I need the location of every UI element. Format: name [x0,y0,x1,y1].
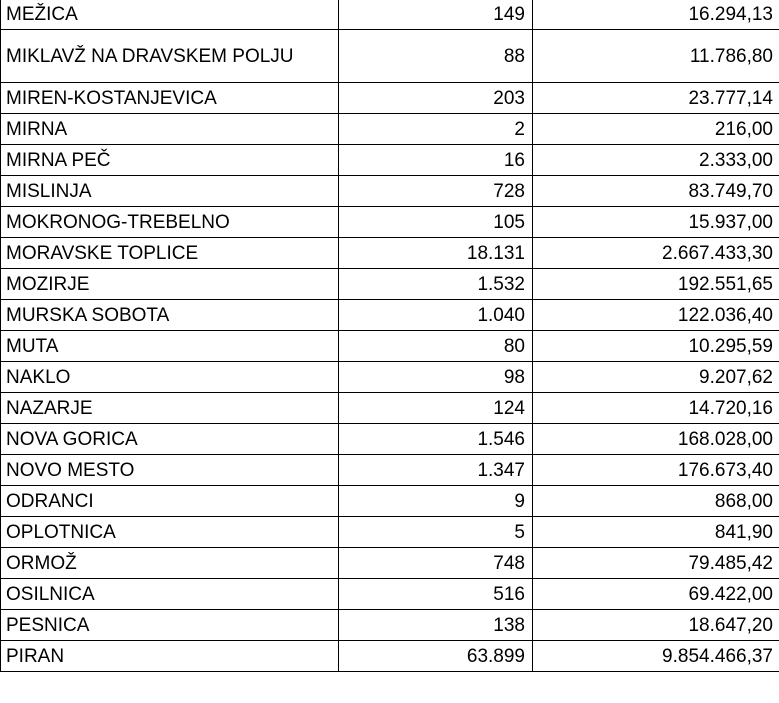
amount-cell: 168.028,00 [533,424,779,455]
municipality-name-cell: MURSKA SOBOTA [1,300,339,331]
municipality-name-cell: NAZARJE [1,393,339,424]
amount-cell: 11.786,80 [533,30,779,83]
count-cell: 63.899 [339,641,533,672]
table-row [1,207,779,238]
table-body [1,0,779,672]
table-row [1,83,779,114]
table-row [1,393,779,424]
table-row [1,145,779,176]
count-cell: 203 [339,83,533,114]
table-row [1,455,779,486]
municipality-name-cell: NOVO MESTO [1,455,339,486]
table-row [1,424,779,455]
count-cell: 2 [339,114,533,145]
municipality-name-cell: MOKRONOG-TREBELNO [1,207,339,238]
municipality-name-cell: OPLOTNICA [1,517,339,548]
amount-cell: 9.207,62 [533,362,779,393]
count-cell: 728 [339,176,533,207]
table-row [1,486,779,517]
count-cell: 748 [339,548,533,579]
table-row [1,30,779,83]
table-row [1,300,779,331]
table-row [1,269,779,300]
table-row [1,641,779,672]
count-cell: 138 [339,610,533,641]
count-cell: 1.546 [339,424,533,455]
municipality-name-cell: MIREN-KOSTANJEVICA [1,83,339,114]
count-cell: 1.532 [339,269,533,300]
municipality-name-cell: ORMOŽ [1,548,339,579]
table-row [1,238,779,269]
amount-cell: 69.422,00 [533,579,779,610]
count-cell: 5 [339,517,533,548]
table-row [1,579,779,610]
count-cell: 18.131 [339,238,533,269]
count-cell: 9 [339,486,533,517]
amount-cell: 14.720,16 [533,393,779,424]
municipality-name-cell: MISLINJA [1,176,339,207]
amount-cell: 192.551,65 [533,269,779,300]
count-cell: 1.040 [339,300,533,331]
table-row [1,0,779,30]
amount-cell: 23.777,14 [533,83,779,114]
municipality-name-cell: PIRAN [1,641,339,672]
amount-cell: 10.295,59 [533,331,779,362]
amount-cell: 83.749,70 [533,176,779,207]
municipality-name-cell: NOVA GORICA [1,424,339,455]
municipality-name-cell: MIKLAVŽ NA DRAVSKEM POLJU [1,30,339,83]
table-row [1,114,779,145]
amount-cell: 15.937,00 [533,207,779,238]
amount-cell: 79.485,42 [533,548,779,579]
count-cell: 1.347 [339,455,533,486]
table-row [1,362,779,393]
amount-cell: 9.854.466,37 [533,641,779,672]
table-row [1,176,779,207]
municipality-name-cell: MIRNA [1,114,339,145]
municipality-name-cell: MOZIRJE [1,269,339,300]
municipality-name-cell: MUTA [1,331,339,362]
municipality-name-cell: MIRNA PEČ [1,145,339,176]
municipality-name-cell: MORAVSKE TOPLICE [1,238,339,269]
table-row [1,517,779,548]
count-cell: 80 [339,331,533,362]
amount-cell: 176.673,40 [533,455,779,486]
municipality-name-cell: PESNICA [1,610,339,641]
municipality-name-cell: MEŽICA [1,0,339,30]
count-cell: 149 [339,0,533,30]
municipality-name-cell: NAKLO [1,362,339,393]
table-row [1,610,779,641]
amount-cell: 868,00 [533,486,779,517]
amount-cell: 2.667.433,30 [533,238,779,269]
table-row [1,548,779,579]
amount-cell: 122.036,40 [533,300,779,331]
count-cell: 516 [339,579,533,610]
count-cell: 124 [339,393,533,424]
table-row [1,331,779,362]
amount-cell: 18.647,20 [533,610,779,641]
count-cell: 98 [339,362,533,393]
amount-cell: 16.294,13 [533,0,779,30]
municipality-name-cell: OSILNICA [1,579,339,610]
amount-cell: 841,90 [533,517,779,548]
amount-cell: 216,00 [533,114,779,145]
municipality-name-cell: ODRANCI [1,486,339,517]
count-cell: 88 [339,30,533,83]
count-cell: 105 [339,207,533,238]
amount-cell: 2.333,00 [533,145,779,176]
count-cell: 16 [339,145,533,176]
